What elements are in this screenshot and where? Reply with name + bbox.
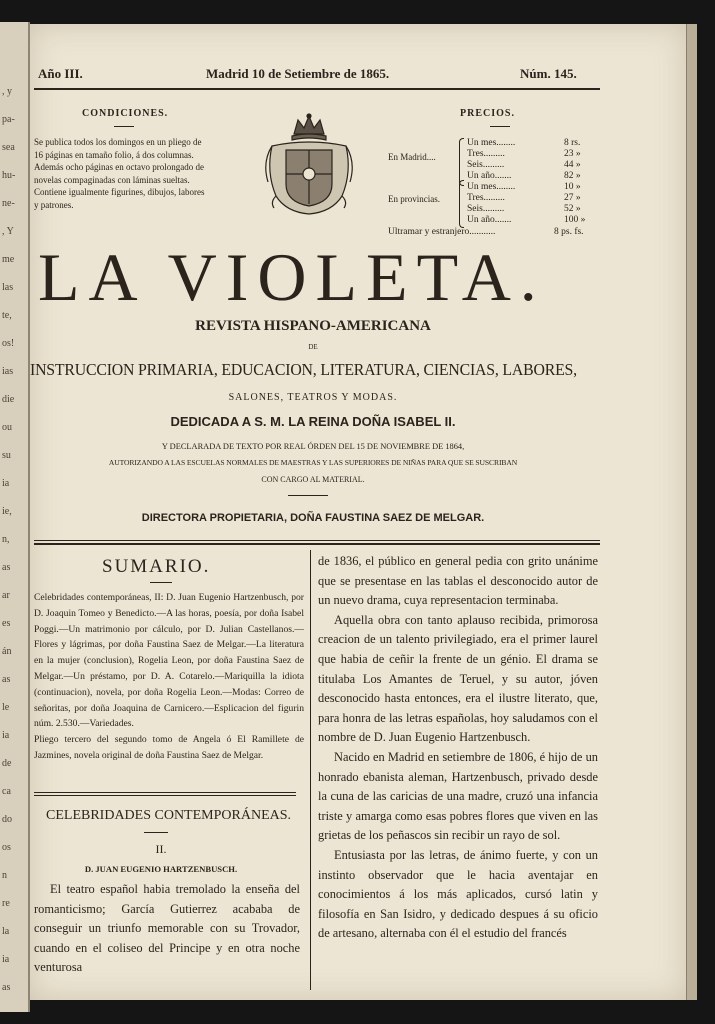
left-page-fragment: la <box>2 926 10 937</box>
article-paragraph: de 1836, el público en general pedia con grito unánime que se presentase en las tablas el desconocido autor de un nuevo drama, cuya representacion terminaba. <box>318 554 598 608</box>
summary-text <box>34 590 304 764</box>
provincias-brace <box>459 180 464 228</box>
left-page-fragment: os! <box>2 338 15 349</box>
left-page-fragment: su <box>2 450 11 461</box>
conditions-rule <box>114 126 134 127</box>
summary-contents: Celebridades contemporáneas, II: D. Juan Eugenio Hartzenbusch, por D. Joaquin Tomeo y Benedicto.—A las horas, poesía, por doña Isabel Poggi.—Un matrimonio por cálculo, por D. Julian Castellanos.—Flores y lágrimas, por doña Faustina Saez de Melgar.—La literatura en la mujer (conclusion), Rogelia Leon, por doña Faustina Saez de Melgar.—Un préstamo, por D. A. Cotarelo.—Mariquilla la idiota (continuacion), novela, por doña Rogelia Leon.—Modas: Correo de señoritas, por doña Joaquina de Carnicero.—Esplicacion del figurin núm. 2.530.—Variedades. <box>34 592 304 730</box>
price-amount: 44 » <box>564 160 581 170</box>
price-row: Seis......... <box>467 160 505 170</box>
issue-date: Madrid 10 de Setiembre de 1865. <box>206 66 390 81</box>
left-page-fragment: le <box>2 702 10 713</box>
masthead-rule-2 <box>34 543 600 545</box>
condition-line: y patrones. <box>34 199 74 210</box>
left-page-fragment: n <box>2 870 7 881</box>
summary-end-rule-2 <box>34 795 296 796</box>
foreign-price-label: Ultramar y estranjero........... <box>388 227 496 237</box>
dedication: DEDICADA A S. M. LA REINA DOÑA ISABEL II. <box>170 414 456 429</box>
left-page-fragment: do <box>2 814 12 825</box>
price-row: Un año....... <box>467 171 512 181</box>
issue-number: Núm. 145. <box>520 66 577 81</box>
left-page-fragment: ie, <box>2 506 12 517</box>
left-page-fragment: hu- <box>2 170 16 181</box>
section-title: CELEBRIDADES CONTEMPORÁNEAS. <box>46 808 292 823</box>
condition-line: Se publica todos los domingos en un pliego de <box>34 137 202 147</box>
left-page-fragment: ia <box>2 954 10 965</box>
prices-rule <box>490 126 510 127</box>
price-amount: 82 » <box>564 171 581 181</box>
madrid-brace <box>459 138 464 186</box>
price-row: Seis......... <box>467 204 505 214</box>
left-page-fragment: te, <box>2 310 12 321</box>
newspaper-page <box>30 24 686 1000</box>
left-page-fragment: as <box>2 982 11 993</box>
article-number: II. <box>155 842 167 856</box>
left-page-fragment: die <box>2 394 15 405</box>
left-page-fragment: es <box>2 618 11 629</box>
left-page-fragment: me <box>2 254 15 265</box>
decree-line-3: CON CARGO AL MATERIAL. <box>261 475 365 484</box>
right-page-edge <box>686 24 697 1000</box>
article-paragraph: Entusiasta por las letras, de ánimo fuerte, y con un instinto observador que le hacia aventajar en conocimientos á los más aplicados, cursó latin y filosofía en San Isidro, y dedicado despues á su oficio de artesano, alternaba con él el estudio del francés <box>318 847 598 941</box>
decree-rule <box>288 495 328 496</box>
price-amount: 23 » <box>564 149 581 159</box>
left-page-fragment: ne- <box>2 198 15 209</box>
article-left-text <box>34 880 300 978</box>
left-page-fragment: ia <box>2 730 10 741</box>
year-label: Año III. <box>38 66 83 81</box>
left-page-fragment: n, <box>2 534 10 545</box>
price-row: Tres......... <box>467 193 505 203</box>
left-page-fragment: án <box>2 646 12 657</box>
foreign-price-amount: 8 ps. fs. <box>554 227 584 237</box>
decree-line-2: AUTORIZANDO A LAS ESCUELAS NORMALES DE MAESTRAS Y LAS SUPERIORES DE NIÑAS PARA QUE SE SUSCRIBAN <box>108 458 518 467</box>
prices-title: PRECIOS. <box>460 108 515 119</box>
left-page-fragment: os <box>2 842 11 853</box>
article-right-column <box>318 552 598 944</box>
left-page-edge <box>0 22 30 1012</box>
royal-coat-of-arms <box>262 112 356 218</box>
left-page-fragment: , y <box>2 86 12 97</box>
left-page-fragment: re <box>2 898 10 909</box>
conditions-title: CONDICIONES. <box>82 108 169 119</box>
condition-line: novelas compaginadas con láminas sueltas. <box>34 174 190 185</box>
header-rule <box>34 88 600 90</box>
article-subject: D. JUAN EUGENIO HARTZENBUSCH. <box>84 864 238 874</box>
price-row: Un año....... <box>467 215 512 225</box>
condition-line: 16 páginas en tamaño folio, á dos columnas. <box>34 149 194 160</box>
masthead-title: LA VIOLETA. <box>38 239 546 315</box>
price-amount: 8 rs. <box>564 138 581 148</box>
masthead-subtitle: REVISTA HISPANO-AMERICANA <box>195 318 431 334</box>
director-line: DIRECTORA PROPIETARIA, DOÑA FAUSTINA SAEZ DE MELGAR. <box>141 512 485 524</box>
column-divider <box>310 550 311 990</box>
madrid-label: En Madrid.... <box>388 152 436 162</box>
masthead-topics: INSTRUCCION PRIMARIA, EDUCACION, LITERATURA, CIENCIAS, LABORES, <box>30 360 577 379</box>
summary-title: SUMARIO. <box>102 556 211 577</box>
price-row: Un mes........ <box>467 182 516 192</box>
article-paragraph: El teatro español habia tremolado la enseña del romanticismo; García Gutierrez acababa de conseguir un triunfo memorable con su Trovador, cuando en el coliseo del Principe y en otra noche venturosa <box>34 882 300 975</box>
price-amount: 10 » <box>564 182 581 192</box>
left-page-fragment: ia <box>2 478 10 489</box>
price-amount: 27 » <box>564 193 581 203</box>
article-paragraph: Nacido en Madrid en setiembre de 1806, é hijo de un honrado ebanista aleman, Hartzenbusch, privado desde la cuna de las caricias de una madre, cruzó una infancia triste y amarga como esas pobres flores que viven en las grietas de los peñascos sin recibir un rayo de sol. <box>318 749 598 843</box>
left-page-fragment: ou <box>2 422 12 433</box>
left-page-fragment: sea <box>2 142 15 153</box>
left-page-fragment: ar <box>2 590 10 601</box>
masthead-de: DE <box>308 343 318 351</box>
price-amount: 52 » <box>564 204 581 214</box>
left-page-fragment: as <box>2 674 11 685</box>
price-amount: 100 » <box>564 215 586 225</box>
left-page-fragment: las <box>2 282 14 293</box>
left-page-fragment: ias <box>2 366 14 377</box>
left-page-fragment: de <box>2 758 12 769</box>
summary-rule <box>150 582 172 583</box>
summary-supplement: Pliego tercero del segundo tomo de Angela ó El Ramillete de Jazmines, novela original de doña Faustina Saez de Melgar. <box>34 734 304 761</box>
left-page-fragment: as <box>2 562 11 573</box>
left-page-fragment: , Y <box>2 226 14 237</box>
condition-line: Contiene igualmente figurines, dibujos, labores <box>34 187 205 197</box>
decree-line-1: Y DECLARADA DE TEXTO POR REAL ÓRDEN DEL 15 DE NOVIEMBRE DE 1864, <box>161 442 465 451</box>
section-rule <box>144 832 168 833</box>
masthead-rule-1 <box>34 540 600 541</box>
conditions-text <box>34 136 244 211</box>
masthead-topics-2: SALONES, TEATROS Y MODAS. <box>228 392 398 403</box>
condition-line: Además ocho páginas en octavo prolongado de <box>34 162 204 172</box>
price-row: Tres......... <box>467 149 505 159</box>
article-paragraph: Aquella obra con tanto aplauso recibida, primorosa creacion de un talento privilegiado, era el primer laurel que habia de ceñir la frente de un génio. El drama se titulaba Los Amantes de Teruel, y su autor, jóven desconocido hasta entonces, era el ilustre literato, que, para honra de las letras españolas, hoy saludamos con el nombre de D. Juan Eugenio Hartzenbusch. <box>318 612 598 745</box>
price-row: Un mes........ <box>467 138 516 148</box>
provincias-label: En provincias. <box>388 194 440 204</box>
left-page-fragment: ca <box>2 786 11 797</box>
left-page-fragment: pa- <box>2 114 15 125</box>
summary-end-rule-1 <box>34 792 296 793</box>
